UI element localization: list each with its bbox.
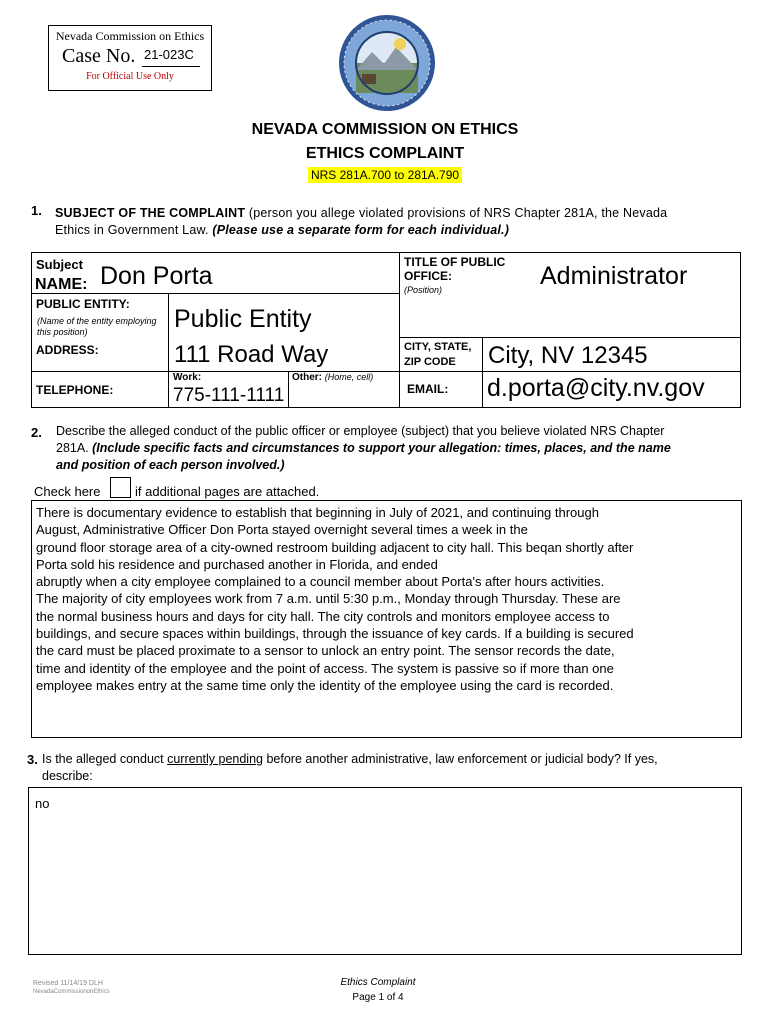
work-phone-field[interactable]: 775-111-1111	[173, 385, 285, 406]
section2-number: 2.	[31, 425, 42, 440]
other-phone-label	[292, 372, 373, 383]
address-label: ADDRESS:	[36, 343, 99, 357]
header-subtitle: ETHICS COMPLAINT	[305, 145, 465, 162]
telephone-label: TELEPHONE:	[36, 383, 114, 397]
section1-text2: Ethics in Government Law.	[55, 223, 213, 237]
other-hint: (Home, cell)	[324, 372, 374, 382]
conduct-line: The majority of city employees work from 7 a.m. until 5:30 p.m., Monday through Thursday. These are	[36, 591, 621, 607]
check-before-label: Check here	[34, 484, 101, 499]
section1-intro-line2	[55, 223, 509, 237]
conduct-line: the card must be placed proximate to a sensor to unlock an entry point. The sensor records the date,	[36, 643, 615, 659]
conduct-line: abruptly when a city employee complained to a council member about Porta's after hours activities.	[36, 574, 605, 590]
conduct-line: employee makes entry at the same time only the identity of the employee using the card is recorded.	[36, 677, 614, 693]
section3-text1b: before another administrative, law enforcement or judicial body? If yes,	[263, 752, 658, 766]
section1-intro	[55, 206, 667, 220]
official-use-note: For Official Use Only	[86, 71, 174, 82]
section2-text2a: 281A.	[56, 441, 93, 455]
conduct-line: the normal business hours and days for city hall. The city controls and monitors employee access to	[36, 608, 610, 624]
email-label: EMAIL:	[407, 382, 449, 396]
case-number-field[interactable]	[142, 48, 200, 67]
case-stamp	[48, 25, 212, 91]
title-field[interactable]: Administrator	[540, 262, 688, 290]
conduct-line: buildings, and secure spaces within buildings, through the issuance of key cards. If a building is secured	[36, 626, 634, 642]
conduct-line: Porta sold his residence and purchased another in Florida, and ended	[36, 556, 438, 572]
pending-answer: no	[35, 796, 50, 811]
conduct-line: ground floor storage area of a city-owned restroom building adjacent to city hall. This beqan shortly after	[36, 539, 634, 555]
entity-field[interactable]: Public Entity	[174, 305, 312, 333]
city-label-line2: ZIP CODE	[404, 356, 456, 368]
nevada-seal-icon	[338, 14, 436, 112]
footer-revised: Revised 11/14/19 DLH	[33, 980, 103, 987]
conduct-line: time and identity of the employee and the point of access. The system is passive so if more than one	[36, 660, 614, 676]
section1-instruction: (Please use a separate form for each individual.)	[212, 223, 510, 237]
other-label: Other:	[292, 372, 322, 383]
section2-instruction-line2: and position of each person involved.)	[56, 458, 285, 472]
additional-pages-checkbox[interactable]	[110, 477, 131, 498]
city-label: CITY, STATE,	[404, 341, 472, 353]
section3-describe: describe:	[42, 769, 93, 783]
statute-highlight: NRS 281A.700 to 281A.790	[308, 167, 462, 183]
section3-question	[42, 752, 658, 766]
section3-text1u: currently pending	[167, 752, 263, 766]
footer-org: NevadaCommissiononEthics	[33, 989, 110, 995]
entity-hint-line2: this position)	[37, 327, 88, 337]
section1-text: (person you allege violated provisions of NRS Chapter 281A, the Nevada	[245, 206, 668, 220]
footer-page: Page 1 of 4	[352, 992, 404, 1003]
subject-name-field[interactable]: Don Porta	[100, 262, 213, 290]
statute-reference	[0, 168, 770, 182]
case-number-value: 21-023C	[144, 47, 194, 62]
section3-number: 3.	[27, 752, 38, 767]
section1-heading: SUBJECT OF THE COMPLAINT	[55, 206, 246, 220]
title-hint: (Position)	[404, 285, 443, 295]
section2-text: Describe the alleged conduct of the public officer or employee (subject) that you believe violated NRS Chapter	[56, 424, 665, 438]
conduct-description-text	[36, 504, 739, 694]
footer-title: Ethics Complaint	[340, 977, 416, 988]
entity-hint: (Name of the entity employing	[37, 316, 157, 326]
stamp-agency: Nevada Commission on Ethics	[55, 29, 205, 43]
subject-label: Subject	[36, 257, 83, 272]
entity-label: PUBLIC ENTITY:	[36, 297, 130, 311]
conduct-description-field[interactable]	[31, 500, 742, 738]
city-field[interactable]: City, NV 12345	[488, 342, 648, 369]
conduct-line: There is documentary evidence to establish that beginning in July of 2021, and continuing through	[36, 505, 599, 520]
header-title: NEVADA COMMISSION ON ETHICS	[251, 121, 519, 138]
email-field[interactable]: d.porta@city.nv.gov	[487, 374, 705, 402]
name-label: NAME:	[35, 276, 88, 293]
other-phone-field[interactable]	[292, 385, 392, 405]
address-field[interactable]: 111 Road Way	[174, 341, 329, 368]
section2-instruction: (Include specific facts and circumstances to support your allegation: times, places, and the name	[92, 441, 671, 455]
check-after-label: if additional pages are attached.	[135, 484, 320, 499]
conduct-line: August, Administrative Officer Don Porta stayed overnight several times a week in the	[36, 522, 528, 538]
title-label-line2: OFFICE:	[404, 269, 452, 283]
section1-number: 1.	[31, 203, 42, 218]
title-label: TITLE OF PUBLIC	[404, 255, 506, 269]
pending-description-field[interactable]	[28, 787, 742, 955]
work-label: Work:	[173, 372, 202, 383]
section3-text1a: Is the alleged conduct	[42, 752, 168, 766]
section2-text-line2	[56, 441, 671, 455]
case-number-label: Case No.	[62, 45, 136, 67]
